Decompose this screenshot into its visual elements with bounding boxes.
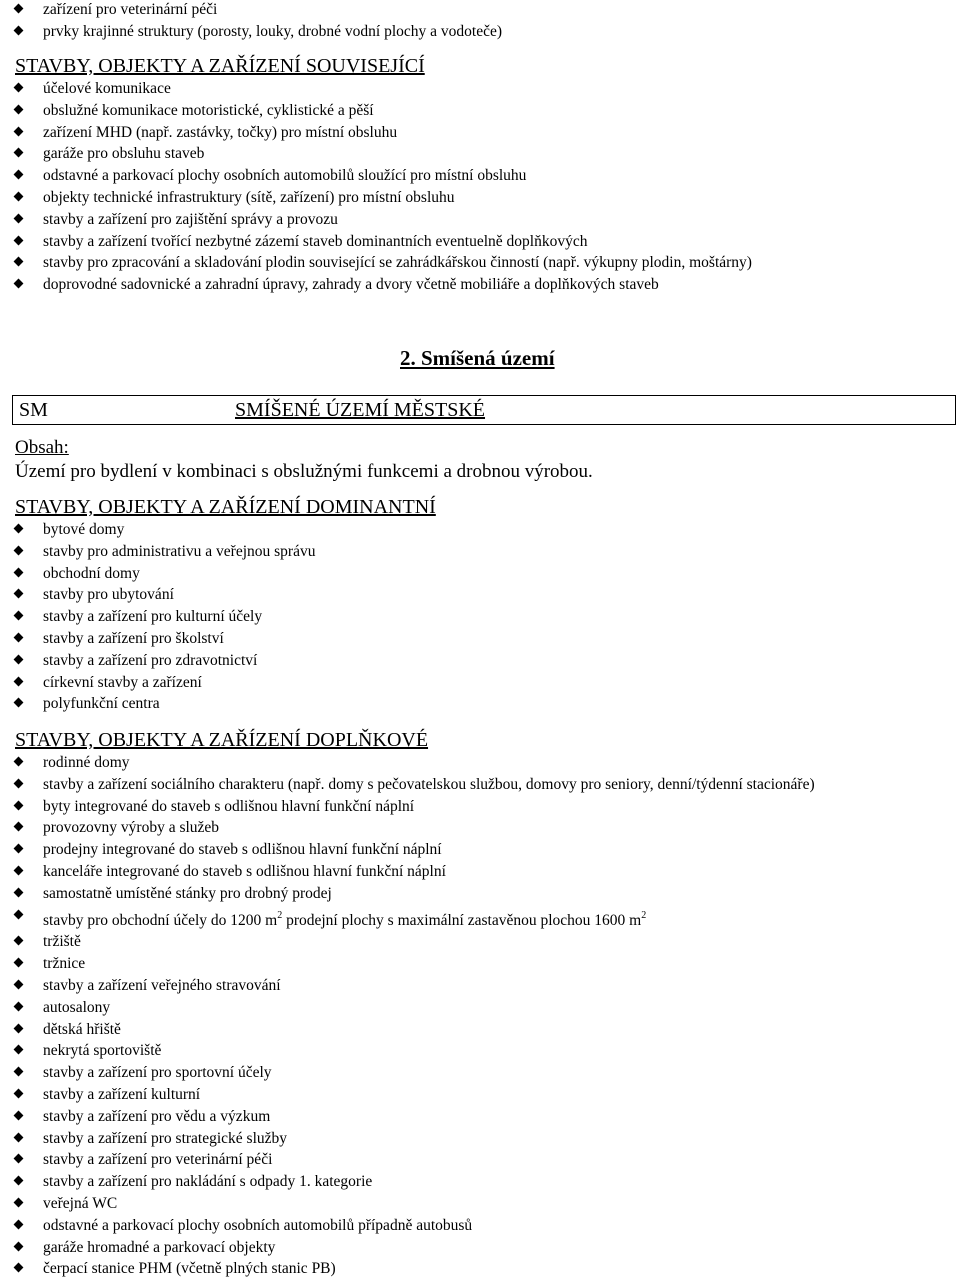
list-item: nekrytá sportoviště [0,1040,815,1062]
zone-name: SMÍŠENÉ ÚZEMÍ MĚSTSKÉ [235,399,486,421]
list-item: bytové domy [0,519,436,541]
list-item: provozovny výroby a služeb [0,817,815,839]
list-item: zařízení MHD (např. zastávky, točky) pro místní obsluhu [0,122,752,144]
list-item: stavby a zařízení pro veterinární péči [0,1149,815,1171]
souvisejici-list [0,78,752,296]
list-item: garáže hromadné a parkovací objekty [0,1237,815,1259]
list-item: stavby a zařízení sociálního charakteru (např. domy s pečovatelskou službou, domovy pro seniory, denní/týdenní stacionáře) [0,774,815,796]
list-item: obslužné komunikace motoristické, cyklistické a pěší [0,100,752,122]
list-item: stavby a zařízení pro vědu a výzkum [0,1106,815,1128]
top-list-block [0,0,502,43]
list-item: tržiště [0,931,815,953]
list-item: obchodní domy [0,563,436,585]
dominantni-list [0,519,436,715]
list-item: polyfunkční centra [0,693,436,715]
list-item: stavby a zařízení pro nakládání s odpady 1. kategorie [0,1171,815,1193]
list-item: autosalony [0,997,815,1019]
list-item: odstavné a parkovací plochy osobních automobilů případně autobusů [0,1215,815,1237]
list-item: garáže pro obsluhu staveb [0,143,752,165]
dominantni-heading: STAVBY, OBJEKTY A ZAŘÍZENÍ DOMINANTNÍ [15,496,436,518]
souvisejici-heading: STAVBY, OBJEKTY A ZAŘÍZENÍ SOUVISEJÍCÍ [15,55,425,77]
list-item: dětská hřiště [0,1019,815,1041]
list-item: prvky krajinné struktury (porosty, louky, drobné vodní plochy a vodoteče) [0,21,502,43]
top-list [0,0,502,43]
doplnkove-block [0,728,815,1280]
list-item: stavby a zařízení pro školství [0,628,436,650]
list-item: čerpací stanice PHM (včetně plných stanic PB) [0,1258,815,1280]
list-item: účelové komunikace [0,78,752,100]
list-item: samostatně umístěné stánky pro drobný prodej [0,883,815,905]
doplnkove-heading: STAVBY, OBJEKTY A ZAŘÍZENÍ DOPLŇKOVÉ [15,729,429,751]
list-item: stavby a zařízení pro strategické služby [0,1128,815,1150]
list-item: byty integrované do staveb s odlišnou hlavní funkční náplní [0,796,815,818]
list-item: stavby a zařízení pro zajištění správy a provozu [0,209,752,231]
section-title: 2. Smíšená území [400,346,555,370]
souvisejici-block [0,54,752,296]
list-item: stavby a zařízení pro sportovní účely [0,1062,815,1084]
list-item: církevní stavby a zařízení [0,672,436,694]
zone-code: SM [19,399,48,421]
list-item: stavby a zařízení pro kulturní účely [0,606,436,628]
list-item: tržnice [0,953,815,975]
list-item: rodinné domy [0,752,815,774]
list-item: odstavné a parkovací plochy osobních automobilů sloužící pro místní obsluhu [0,165,752,187]
dominantni-block [0,495,436,715]
obsah-label: Obsah: [15,437,69,458]
zone-header-box [12,395,956,425]
list-item: stavby pro obchodní účely do 1200 $m^2$ prodejní plochy s maximální zastavěnou plochou 1600 $m^2$ [0,905,815,932]
obsah-text: Území pro bydlení v kombinaci s obslužnými funkcemi a drobnou výrobou. [15,461,593,482]
list-item: kanceláře integrované do staveb s odlišnou hlavní funkční náplní [0,861,815,883]
list-item: objekty technické infrastruktury (sítě, zařízení) pro místní obsluhu [0,187,752,209]
list-item: veřejná WC [0,1193,815,1215]
doplnkove-list [0,752,815,1280]
list-item: prodejny integrované do staveb s odlišnou hlavní funkční náplní [0,839,815,861]
list-item: stavby pro administrativu a veřejnou správu [0,541,436,563]
list-item: stavby pro ubytování [0,584,436,606]
list-item: doprovodné sadovnické a zahradní úpravy, zahrady a dvory včetně mobiliáře a doplňkových staveb [0,274,752,296]
list-item: stavby a zařízení kulturní [0,1084,815,1106]
list-item: stavby a zařízení tvořící nezbytné zázemí staveb dominantních eventuelně doplňkových [0,231,752,253]
list-item: zařízení pro veterinární péči [0,0,502,21]
list-item: stavby a zařízení veřejného stravování [0,975,815,997]
list-item: stavby pro zpracování a skladování plodin související se zahrádkářskou činností (např. výkupny plodin, moštárny) [0,252,752,274]
list-item: stavby a zařízení pro zdravotnictví [0,650,436,672]
